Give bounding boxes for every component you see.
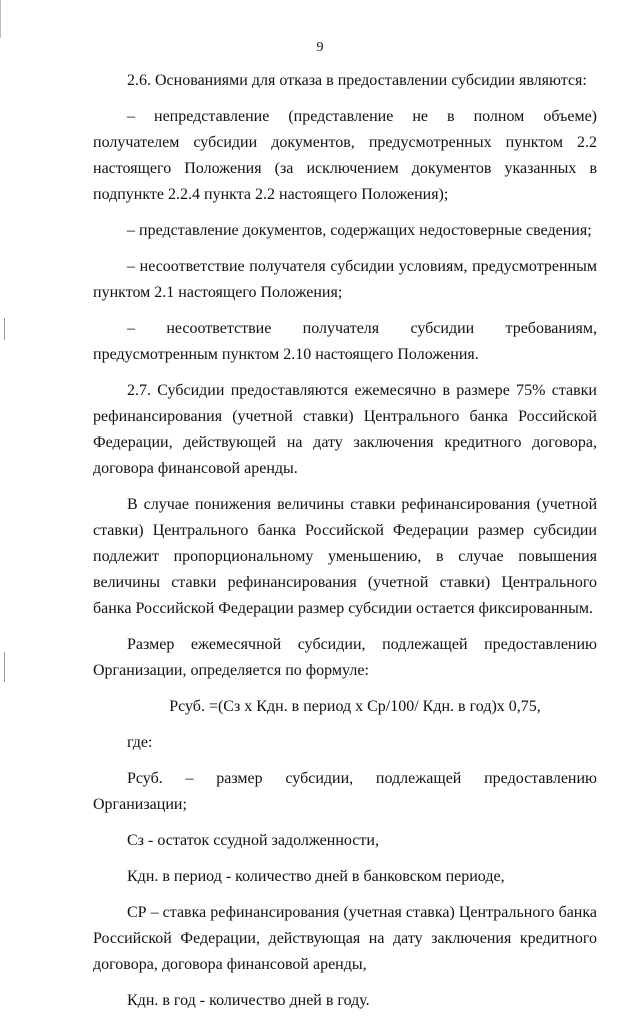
- paragraph-formula-intro: Размер ежемесячной субсидии, подлежащей предоставлению Организации, определяется по формуле:: [93, 636, 597, 679]
- document-body: [93, 68, 597, 1024]
- list-item: – непредставление (представление не в полном объеме) получателем субсидии документов, предусмотренных пунктом 2.2 настоящего Положения (за исключением документов указанных в подпункте 2.2.4 пункта 2.2 настоящего Положения);: [93, 108, 597, 203]
- list-item: – несоответствие получателя субсидии условиям, предусмотренным пунктом 2.1 настоящего Положения;: [93, 258, 597, 301]
- scan-edge-mark: [0, 0, 1, 38]
- definition-item: Сз - остаток ссудной задолженности,: [127, 832, 379, 849]
- definition-item: Рсуб. – размер субсидии, подлежащей предоставлению Организации;: [93, 770, 597, 813]
- definition-item: СР – ставка рефинансирования (учетная ставка) Центрального банка Российской Федерации, действующая на дату заключения кредитного договора, договора финансовой аренды,: [93, 904, 597, 973]
- formula: Рсуб. =(Сз х Кдн. в период х Ср/100/ Кдн. в год)х 0,75,: [169, 698, 541, 715]
- definition-item: Кдн. в период - количество дней в банковском периоде,: [127, 868, 505, 885]
- list-item: – представление документов, содержащих недостоверные сведения;: [127, 222, 592, 239]
- paragraph-rate-change: В случае понижения величины ставки рефинансирования (учетной ставки) Центрального банка Российской Федерации размер субсидии подлежит пропорциональному уменьшению, в случае повышения величины ставки рефинансирования (учетной ставки) Центрального банка Российской Федерации размер субсидии остается фиксированным.: [93, 496, 597, 617]
- page-number: 9: [316, 40, 324, 55]
- definition-item: Кдн. в год - количество дней в году.: [127, 992, 370, 1009]
- list-item: – несоответствие получателя субсидии требованиям, предусмотренным пунктом 2.10 настоящего Положения.: [93, 320, 597, 363]
- margin-mark: [4, 652, 5, 682]
- paragraph-2-7: 2.7. Субсидии предоставляются ежемесячно в размере 75% ставки рефинансирования (учетной ставки) Центрального банка Российской Федерации, действующей на дату заключения кредитного договора, договора финансовой аренды.: [93, 382, 597, 477]
- margin-mark: [4, 318, 5, 340]
- paragraph-2-6: 2.6. Основаниями для отказа в предоставлении субсидии являются:: [127, 72, 587, 89]
- where-label: где:: [127, 734, 153, 751]
